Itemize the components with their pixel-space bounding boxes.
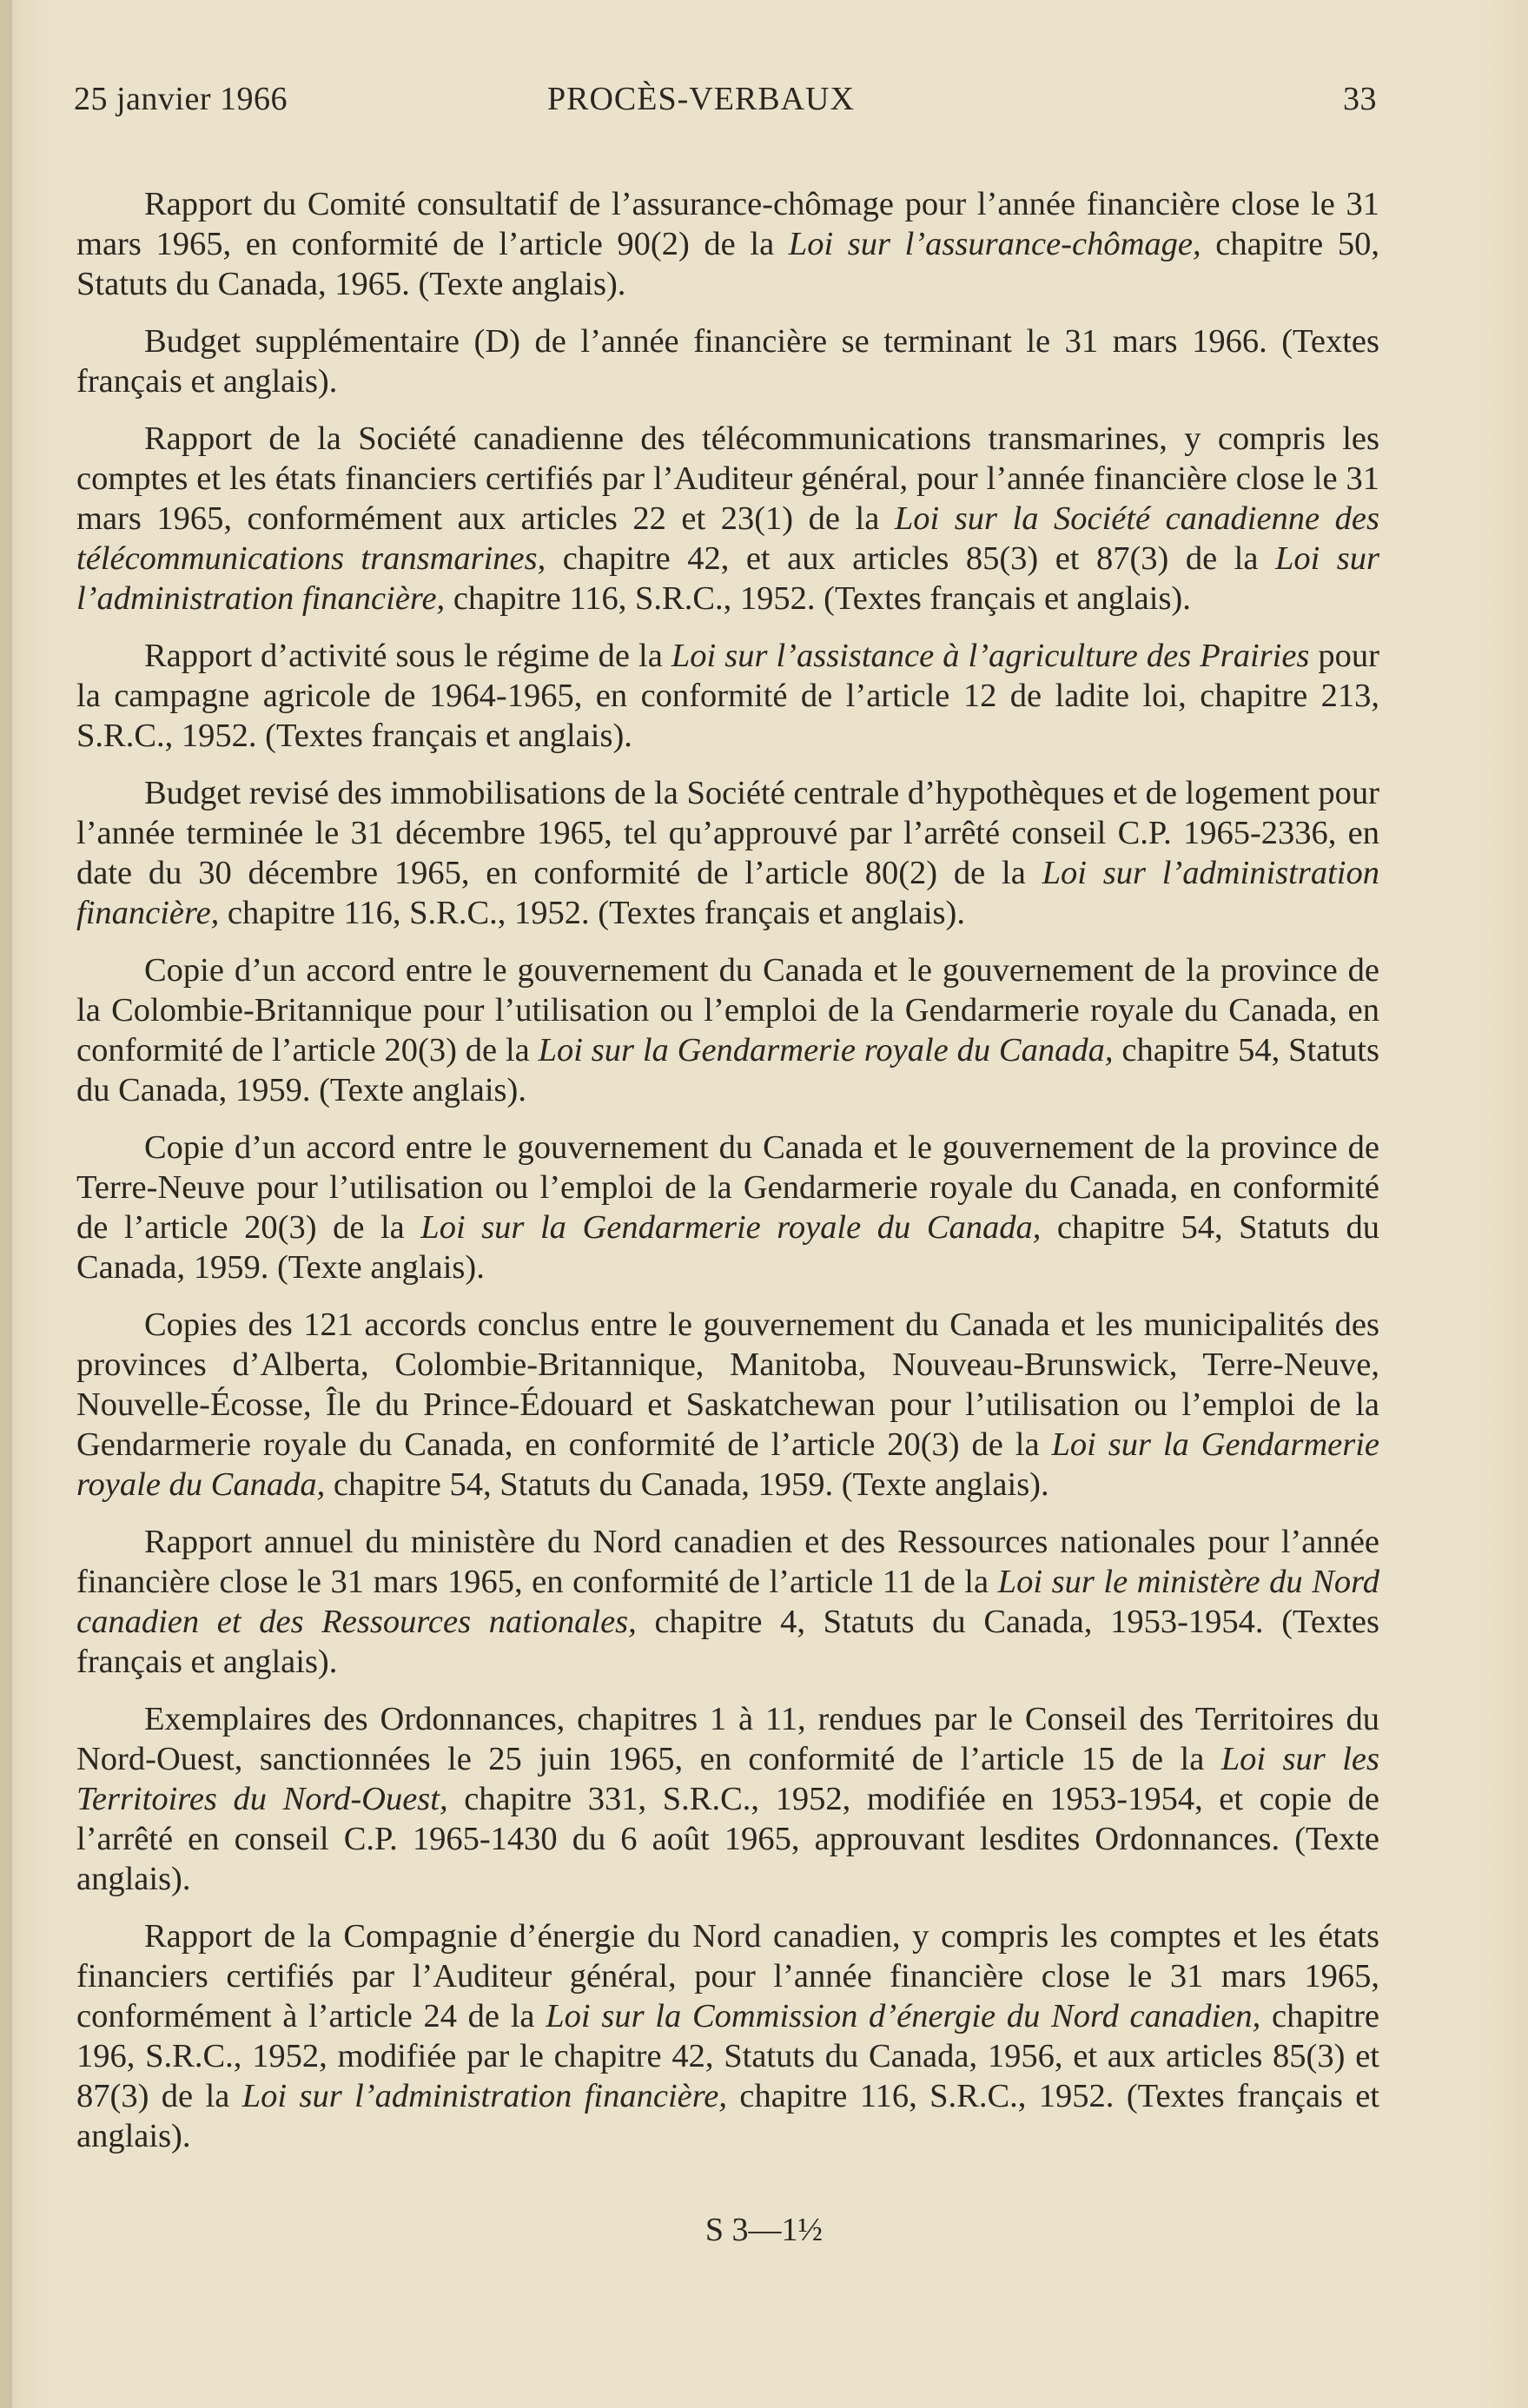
paragraph-text: chapitre 116, S.R.C., 1952. (Textes français et anglais). [76, 2078, 1379, 2154]
paragraph [76, 1305, 1379, 1505]
paragraph-text: Copie d’un accord entre le gouvernement du Canada et le gouvernement de la province de Terre-Neuve pour l’utilisation ou l’emploi de la Gendarmerie royale du Canada, en conformité de l’article 20(3) de la [76, 1129, 1379, 1246]
law-title: Loi sur la Société canadienne des télécommunications transmarines, [76, 500, 1379, 577]
page-number: 33 [1343, 81, 1377, 117]
paragraph [76, 321, 1379, 401]
paragraph-text: Rapport du Comité consultatif de l’assurance-chômage pour l’année financière close le 31 mars 1965, en conformité de l’article 90(2) de la [76, 186, 1379, 262]
law-title: Loi sur l’administration financière, [76, 540, 1380, 617]
law-title: Loi sur l’administration financière, [241, 2078, 728, 2114]
page-binding-edge [0, 0, 12, 2408]
paragraph-text: chapitre 116, S.R.C., 1952. (Textes français et anglais). [219, 895, 965, 931]
paragraph-text: chapitre 196, S.R.C., 1952, modifiée par le chapitre 42, Statuts du Canada, 1956, et aux articles 85(3) et 87(3) de la [76, 1998, 1379, 2114]
paragraph-text: chapitre 54, Statuts du Canada, 1959. (Texte anglais). [325, 1466, 1049, 1503]
paragraph-text: Rapport de la Compagnie d’énergie du Nord canadien, y compris les comptes et les états financiers certifiés par l’Auditeur général, pour l’année financière close le 31 mars 1965, conformément à l’article 24 de la [76, 1918, 1379, 2034]
header-date: 25 janvier 1966 [74, 81, 288, 117]
document-body [76, 184, 1379, 2173]
paragraph-text: Rapport annuel du ministère du Nord canadien et des Ressources nationales pour l’année financière close le 31 mars 1965, en conformité de l’article 11 de la [76, 1524, 1379, 1600]
paragraph-text: Budget revisé des immobilisations de la Société centrale d’hypothèques et de logement pour l’année terminée le 31 décembre 1965, tel qu’approuvé par l’arrêté conseil C.P. 1965-2336, en date du 30 décembre 1965, en conformité de l’article 80(2) de la [76, 775, 1379, 891]
paragraph-text: chapitre 54, Statuts du Canada, 1959. (Texte anglais). [76, 1032, 1379, 1108]
paragraph-text: Copie d’un accord entre le gouvernement du Canada et le gouvernement de la province de la Colombie-Britannique pour l’utilisation ou l’emploi de la Gendarmerie royale du Canada, en conformité de l’article 20(3) de la [76, 952, 1379, 1068]
paragraph-text: Rapport d’activité sous le régime de la [144, 638, 671, 674]
paragraph-text: Exemplaires des Ordonnances, chapitres 1 à 11, rendues par le Conseil des Territoires du Nord-Ouest, sanctionnées le 25 juin 1965, en conformité de l’article 15 de la [76, 1701, 1379, 1777]
paragraph [76, 1916, 1379, 2156]
header-title: PROCÈS-VERBAUX [547, 81, 855, 117]
law-title: Loi sur la Gendarmerie royale du Canada, [76, 1426, 1379, 1503]
law-title: Loi sur la Gendarmerie royale du Canada, [420, 1209, 1042, 1246]
paragraph [76, 1128, 1379, 1287]
paragraph-text: pour la campagne agricole de 1964-1965, en conformité de l’article 12 de ladite loi, chapitre 213, S.R.C., 1952. (Textes français et anglais). [76, 638, 1379, 754]
paragraph [76, 1699, 1379, 1899]
paragraph-text: Copies des 121 accords conclus entre le gouvernement du Canada et les municipalités des provinces d’Alberta, Colombie-Britannique, Manitoba, Nouveau-Brunswick, Terre-Neuve, Nouvelle-Écosse, Île du Prince-Édouard et Saskatchewan pour l’utilisation ou l’emploi de la Gendarmerie royale du Canada, en conformité de l’article 20(3) de la [76, 1307, 1379, 1463]
paragraph-text: Rapport de la Société canadienne des télécommunications transmarines, y compris les comptes et les états financiers certifiés par l’Auditeur général, pour l’année financière close le 31 mars 1965, conformément aux articles 22 et 23(1) de la [76, 420, 1379, 537]
law-title: Loi sur l’assurance-chômage, [788, 226, 1201, 262]
law-title: Loi sur la Commission d’énergie du Nord canadien, [546, 1998, 1261, 2034]
paragraph [76, 773, 1379, 933]
page-header [74, 80, 1377, 123]
paragraph [76, 419, 1379, 619]
paragraph [76, 636, 1379, 756]
law-title: Loi sur les Territoires du Nord-Ouest, [76, 1741, 1379, 1817]
paragraph [76, 1522, 1379, 1682]
law-title: Loi sur le ministère du Nord canadien et des Ressources nationales, [76, 1564, 1379, 1640]
paragraph-text: chapitre 42, et aux articles 85(3) et 87(3) de la [546, 540, 1275, 577]
paragraph-text: Budget supplémentaire (D) de l’année financière se terminant le 31 mars 1966. (Textes français et anglais). [76, 323, 1379, 400]
paragraph-text: chapitre 4, Statuts du Canada, 1953-1954. (Textes français et anglais). [76, 1604, 1379, 1680]
paragraph-text: chapitre 116, S.R.C., 1952. (Textes français et anglais). [445, 580, 1191, 617]
signature-mark: S 3—1½ [704, 2212, 824, 2248]
law-title: Loi sur l’administration financière, [76, 855, 1379, 931]
law-title: Loi sur la Gendarmerie royale du Canada, [538, 1032, 1114, 1068]
law-title: Loi sur l’assistance à l’agriculture des Prairies [671, 638, 1310, 674]
paragraph [76, 184, 1379, 304]
paragraph [76, 950, 1379, 1110]
paragraph-text: chapitre 54, Statuts du Canada, 1959. (Texte anglais). [76, 1209, 1379, 1286]
paragraph-text: chapitre 331, S.R.C., 1952, modifiée en 1953-1954, et copie de l’arrêté en conseil C.P. 1965-1430 du 6 août 1965, approuvant lesdites Ordonnances. (Texte anglais). [76, 1781, 1379, 1897]
paragraph-text: chapitre 50, Statuts du Canada, 1965. (Texte anglais). [76, 226, 1379, 302]
